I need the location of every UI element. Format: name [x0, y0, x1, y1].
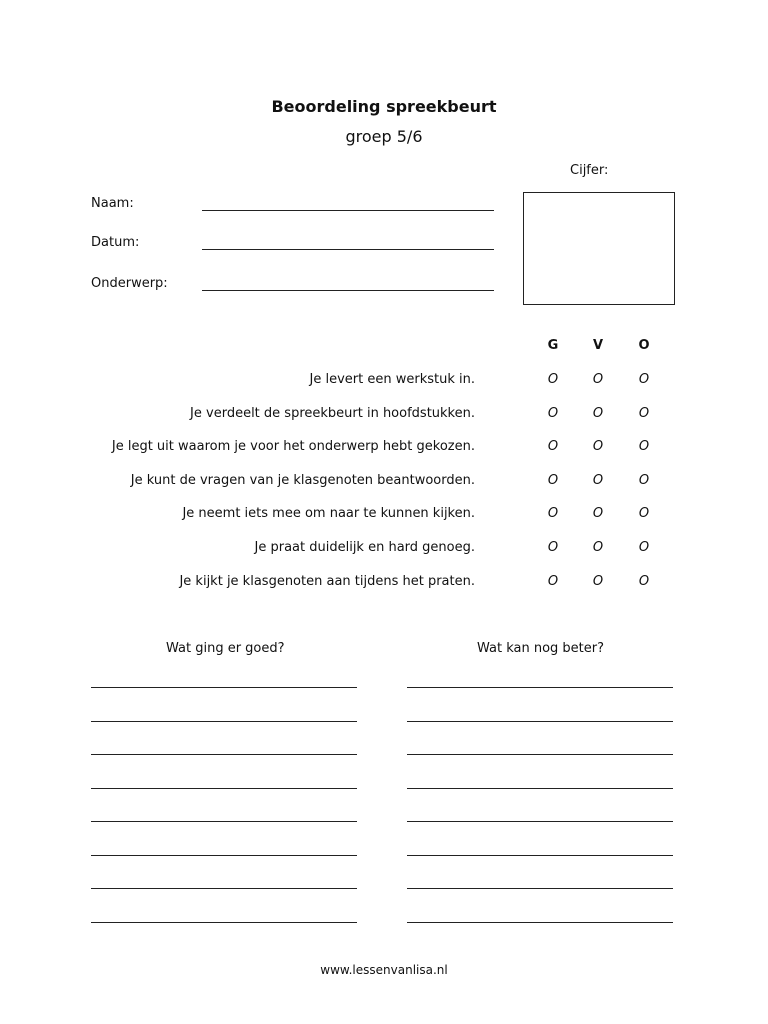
footer-url: www.lessenvanlisa.nl	[320, 963, 448, 977]
rating-circle-v[interactable]: O	[592, 473, 604, 488]
rating-circle-v[interactable]: O	[592, 506, 604, 521]
criterion-text: Je levert een werkstuk in.	[309, 372, 475, 387]
better-answer-line[interactable]	[407, 821, 673, 822]
grade-box[interactable]	[523, 192, 675, 305]
good-answer-line[interactable]	[91, 888, 357, 889]
rating-circle-o[interactable]: O	[638, 506, 650, 521]
rating-circle-g[interactable]: O	[547, 406, 559, 421]
better-answer-line[interactable]	[407, 721, 673, 722]
column-header-g: G	[547, 338, 559, 353]
rating-circle-o[interactable]: O	[638, 574, 650, 589]
rating-circle-g[interactable]: O	[547, 540, 559, 555]
good-answer-line[interactable]	[91, 754, 357, 755]
rating-circle-g[interactable]: O	[547, 473, 559, 488]
rating-circle-o[interactable]: O	[638, 439, 650, 454]
good-answer-line[interactable]	[91, 821, 357, 822]
criterion-text: Je verdeelt de spreekbeurt in hoofdstukken.	[190, 406, 475, 421]
good-label: Wat ging er goed?	[166, 641, 285, 656]
topic-line[interactable]	[202, 290, 494, 291]
date-label: Datum:	[91, 235, 140, 250]
page-subtitle: groep 5/6	[345, 127, 423, 146]
rating-circle-v[interactable]: O	[592, 540, 604, 555]
better-label: Wat kan nog beter?	[477, 641, 605, 656]
name-line[interactable]	[202, 210, 494, 211]
rating-circle-g[interactable]: O	[547, 372, 559, 387]
rating-circle-o[interactable]: O	[638, 540, 650, 555]
good-answer-line[interactable]	[91, 721, 357, 722]
good-answer-line[interactable]	[91, 855, 357, 856]
criterion-text: Je kijkt je klasgenoten aan tijdens het praten.	[179, 574, 475, 589]
topic-label: Onderwerp:	[91, 276, 168, 291]
criterion-text: Je kunt de vragen van je klasgenoten beantwoorden.	[130, 473, 475, 488]
better-answer-line[interactable]	[407, 687, 673, 688]
rating-circle-o[interactable]: O	[638, 372, 650, 387]
rating-circle-g[interactable]: O	[547, 439, 559, 454]
criterion-text: Je neemt iets mee om naar te kunnen kijken.	[182, 506, 475, 521]
date-line[interactable]	[202, 249, 494, 250]
better-answer-line[interactable]	[407, 754, 673, 755]
good-answer-line[interactable]	[91, 687, 357, 688]
rating-circle-g[interactable]: O	[547, 574, 559, 589]
good-answer-line[interactable]	[91, 922, 357, 923]
rating-circle-v[interactable]: O	[592, 406, 604, 421]
rating-circle-v[interactable]: O	[592, 574, 604, 589]
column-header-v: V	[592, 338, 604, 353]
good-answer-line[interactable]	[91, 788, 357, 789]
page-title: Beoordeling spreekbeurt	[271, 97, 497, 116]
name-label: Naam:	[91, 196, 134, 211]
criterion-text: Je legt uit waarom je voor het onderwerp hebt gekozen.	[111, 439, 475, 454]
better-answer-line[interactable]	[407, 855, 673, 856]
criterion-text: Je praat duidelijk en hard genoeg.	[254, 540, 475, 555]
rating-circle-o[interactable]: O	[638, 406, 650, 421]
column-header-o: O	[638, 338, 650, 353]
rating-circle-v[interactable]: O	[592, 439, 604, 454]
better-answer-line[interactable]	[407, 888, 673, 889]
rating-circle-g[interactable]: O	[547, 506, 559, 521]
better-answer-line[interactable]	[407, 788, 673, 789]
grade-label: Cijfer:	[570, 163, 609, 178]
rating-circle-v[interactable]: O	[592, 372, 604, 387]
rating-circle-o[interactable]: O	[638, 473, 650, 488]
better-answer-line[interactable]	[407, 922, 673, 923]
